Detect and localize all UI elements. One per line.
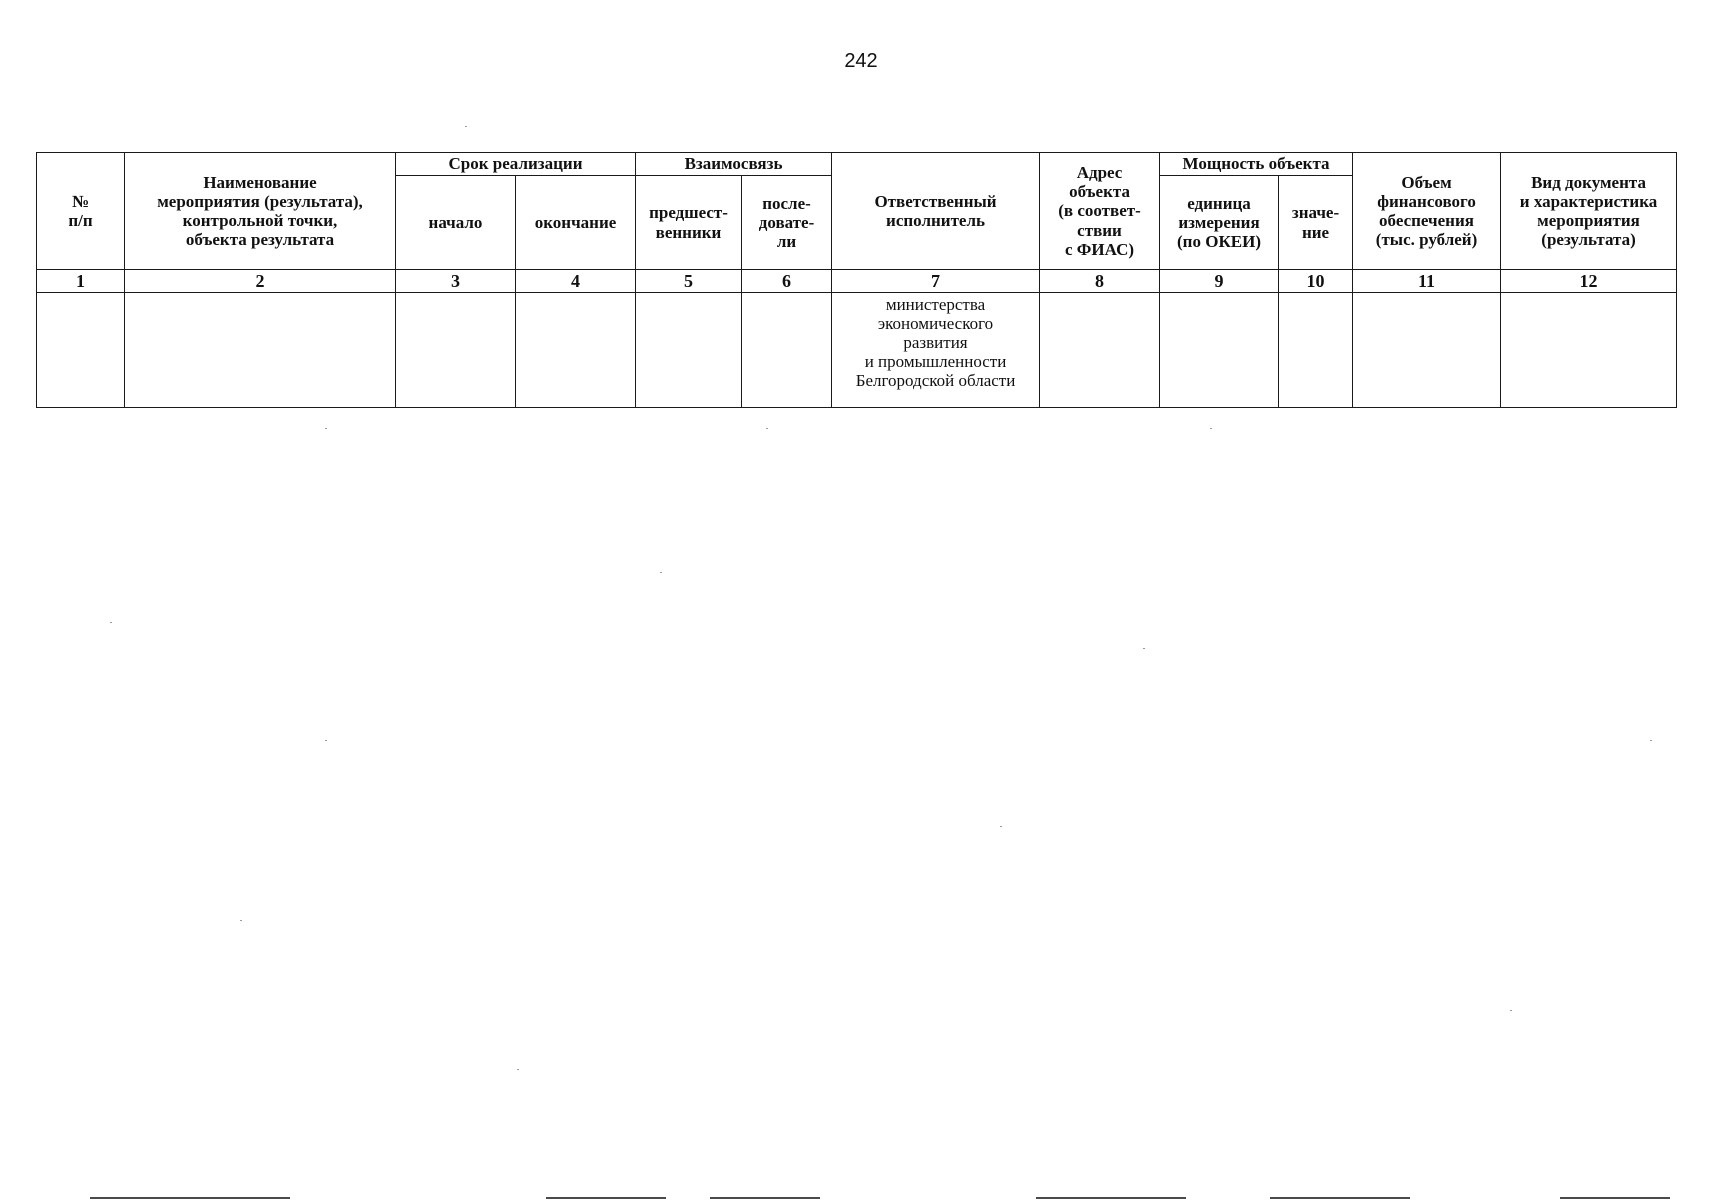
header-col-predecessors: предшест- венники bbox=[636, 176, 742, 270]
cell-executor: министерства экономического развития и промышленности Белгородской области bbox=[832, 293, 1040, 408]
header-col-value: значе- ние bbox=[1279, 176, 1353, 270]
scan-speck bbox=[325, 740, 327, 741]
cell-successors bbox=[742, 293, 832, 408]
header-col-financing: Объем финансового обеспечения (тыс. рублей) bbox=[1353, 153, 1501, 270]
cell-address bbox=[1040, 293, 1160, 408]
scan-speck bbox=[1510, 1010, 1512, 1011]
cell-predecessors bbox=[636, 293, 742, 408]
scan-edge-line bbox=[1560, 1197, 1670, 1199]
column-number: 2 bbox=[125, 270, 396, 293]
header-group-capacity: Мощность объекта bbox=[1160, 153, 1353, 176]
scan-edge-line bbox=[546, 1197, 666, 1199]
header-group-period: Срок реализации bbox=[396, 153, 636, 176]
column-number: 4 bbox=[516, 270, 636, 293]
header-col-executor: Ответственный исполнитель bbox=[832, 153, 1040, 270]
column-number: 8 bbox=[1040, 270, 1160, 293]
scan-speck bbox=[660, 572, 662, 573]
cell-end bbox=[516, 293, 636, 408]
column-number: 12 bbox=[1501, 270, 1677, 293]
header-col-successors: после- довате- ли bbox=[742, 176, 832, 270]
scan-edge-line bbox=[1270, 1197, 1410, 1199]
cell-activity-name bbox=[125, 293, 396, 408]
scan-edge-line bbox=[710, 1197, 820, 1199]
column-number: 10 bbox=[1279, 270, 1353, 293]
scan-speck bbox=[1000, 826, 1002, 827]
cell-start bbox=[396, 293, 516, 408]
header-col-unit: единица измерения (по ОКЕИ) bbox=[1160, 176, 1279, 270]
scan-speck bbox=[1650, 740, 1652, 741]
column-number: 7 bbox=[832, 270, 1040, 293]
header-row-top bbox=[37, 153, 1677, 176]
scan-speck bbox=[1143, 648, 1145, 649]
scan-speck bbox=[517, 1069, 519, 1070]
column-number: 1 bbox=[37, 270, 125, 293]
scan-speck bbox=[766, 428, 768, 429]
column-number-row bbox=[37, 270, 1677, 293]
header-col-end: окончание bbox=[516, 176, 636, 270]
column-number: 6 bbox=[742, 270, 832, 293]
column-number: 5 bbox=[636, 270, 742, 293]
header-group-relation: Взаимосвязь bbox=[636, 153, 832, 176]
cell-document-type bbox=[1501, 293, 1677, 408]
cell-financing bbox=[1353, 293, 1501, 408]
cell-value bbox=[1279, 293, 1353, 408]
cell-number bbox=[37, 293, 125, 408]
scan-edge-line bbox=[1036, 1197, 1186, 1199]
column-number: 9 bbox=[1160, 270, 1279, 293]
header-col-activity-name: Наименование мероприятия (результата), контрольной точки, объекта результата bbox=[125, 153, 396, 270]
scan-edge-line bbox=[90, 1197, 290, 1199]
header-col-document-type: Вид документа и характеристика мероприятия (результата) bbox=[1501, 153, 1677, 270]
scan-speck bbox=[325, 428, 327, 429]
table-row bbox=[37, 293, 1677, 408]
page-number: 242 bbox=[844, 50, 878, 72]
scan-speck bbox=[110, 622, 112, 623]
header-col-start: начало bbox=[396, 176, 516, 270]
scan-speck bbox=[240, 920, 242, 921]
scan-speck bbox=[1210, 428, 1212, 429]
cell-unit bbox=[1160, 293, 1279, 408]
column-number: 11 bbox=[1353, 270, 1501, 293]
header-col-address: Адрес объекта (в соответ- ствии с ФИАС) bbox=[1040, 153, 1160, 270]
scan-speck bbox=[465, 126, 467, 127]
column-number: 3 bbox=[396, 270, 516, 293]
plan-table bbox=[36, 152, 1677, 408]
header-col-number: № п/п bbox=[37, 153, 125, 270]
